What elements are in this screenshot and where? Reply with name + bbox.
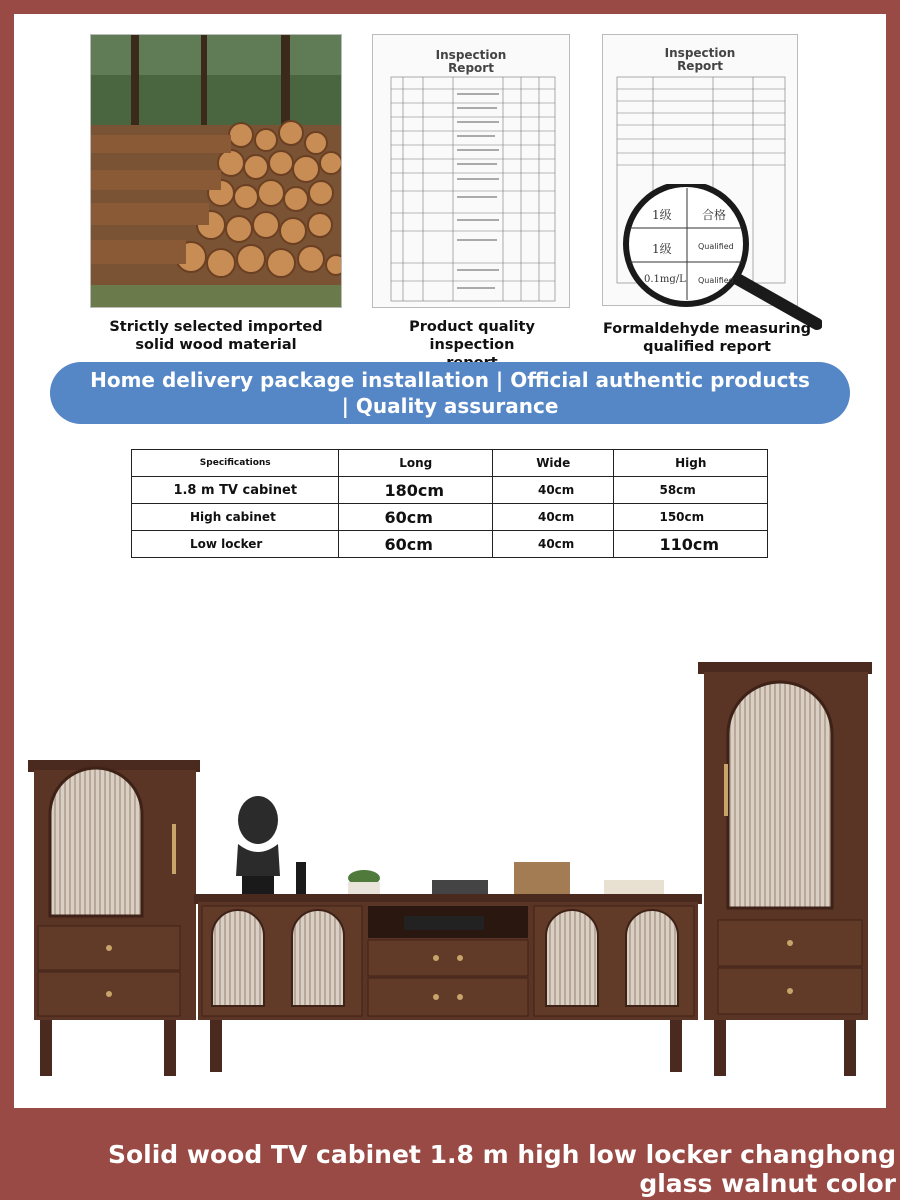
table-cell: 150cm <box>614 504 768 531</box>
table-cell: 60cm <box>339 531 492 558</box>
report-title: Inspection Report <box>435 48 507 75</box>
feature-formaldehyde-caption: Formaldehyde measuring qualified report <box>602 321 812 355</box>
table-header: Specifications <box>132 450 339 477</box>
table-cell: 60cm <box>339 504 492 531</box>
magnifier-cell: Qualified <box>698 276 734 285</box>
magnifier-cell: 0.1mg/L <box>644 274 686 285</box>
table-cell: 58cm <box>614 477 768 504</box>
high-cabinet-right <box>698 662 872 1076</box>
report-title: Inspection Report <box>664 46 736 73</box>
banner-text: Home delivery package installation | Official authentic products | Quality assurance <box>90 368 810 418</box>
furniture-photo <box>14 614 886 1104</box>
table-cell: Low locker <box>132 531 339 558</box>
magnifier-cell: Qualified <box>698 242 734 251</box>
table-cell: 180cm <box>339 477 492 504</box>
table-cell: High cabinet <box>132 504 339 531</box>
spec-table <box>131 449 768 558</box>
table-cell: 40cm <box>492 531 614 558</box>
table-cell: 1.8 m TV cabinet <box>132 477 339 504</box>
table-header: Wide <box>492 450 614 477</box>
service-banner <box>50 362 850 424</box>
table-header-row <box>132 450 768 477</box>
inspection-report-image <box>372 34 570 308</box>
logs-image <box>90 34 342 308</box>
magnifier-icon <box>612 184 822 334</box>
feature-inspection-caption: Product quality inspection <box>409 319 535 353</box>
table-cell: 40cm <box>492 504 614 531</box>
table-header: Long <box>339 450 492 477</box>
low-locker-left <box>28 760 200 1076</box>
product-panel <box>14 14 886 1108</box>
bust-decor <box>236 796 306 894</box>
table-row <box>132 531 768 558</box>
tv-cabinet <box>194 894 702 1072</box>
magnifier-cell: 1级 <box>652 242 672 256</box>
table-header: High <box>614 450 768 477</box>
table-row <box>132 504 768 531</box>
product-title: Solid wood TV cabinet 1.8 m high low locker changhong glass walnut color <box>107 1140 896 1198</box>
magnifier-cell: 1级 <box>652 208 672 222</box>
magnifier-cell: 合格 <box>702 208 727 222</box>
table-row <box>132 477 768 504</box>
table-cell: 110cm <box>614 531 768 558</box>
table-cell: 40cm <box>492 477 614 504</box>
feature-wood-caption: Strictly selected imported solid wood material <box>109 319 323 353</box>
